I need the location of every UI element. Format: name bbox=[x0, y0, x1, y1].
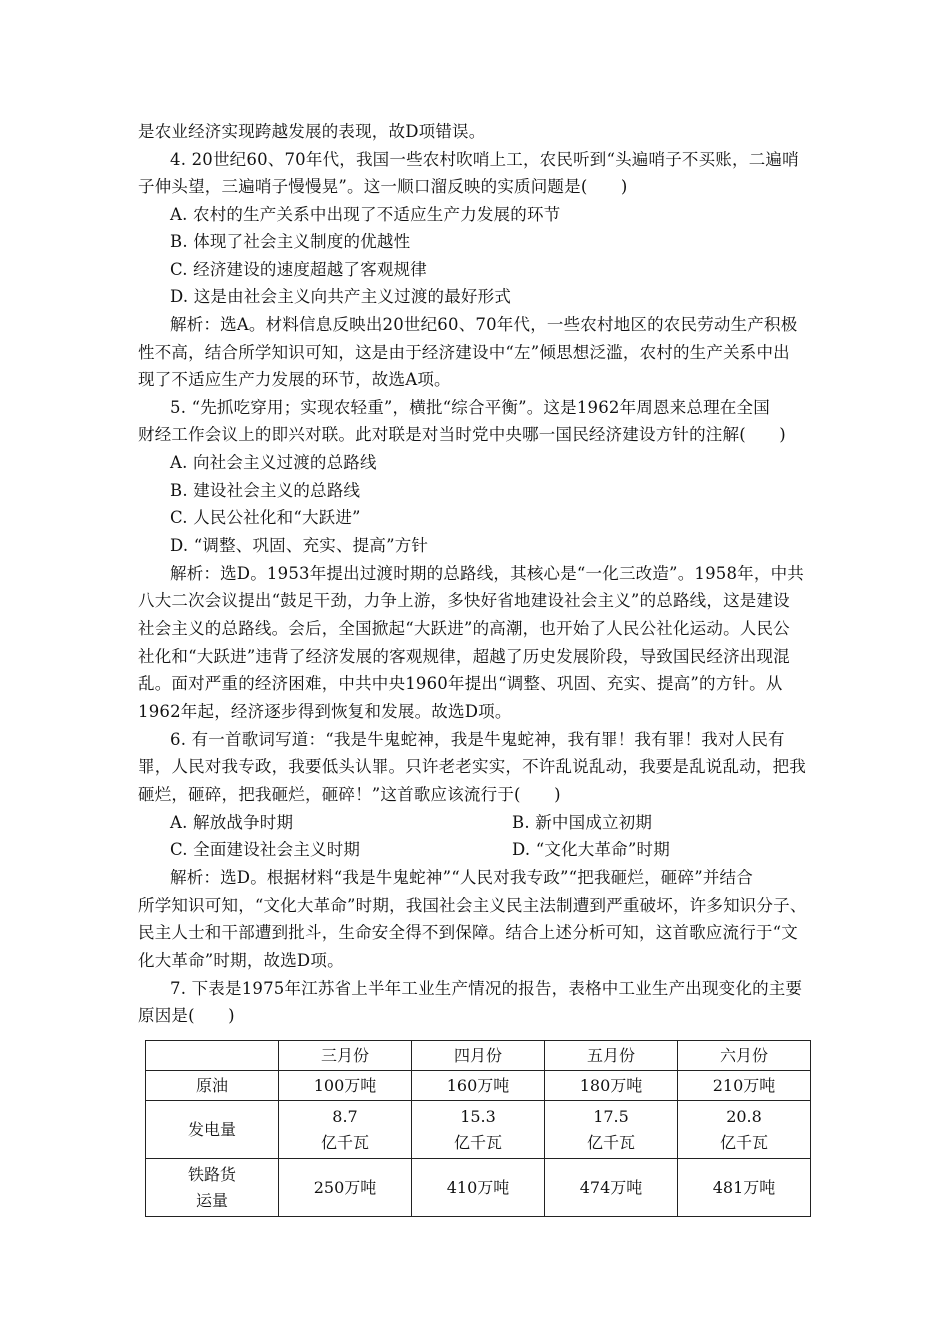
question-7-line-2: 原因是( ) bbox=[138, 1006, 235, 1025]
question-6-option-d: D. “文化大革命”时期 bbox=[512, 840, 670, 859]
question-6-option-b: B. 新中国成立初期 bbox=[512, 813, 653, 832]
question-4-option-a: A. 农村的生产关系中出现了不适应生产力发展的环节 bbox=[170, 205, 561, 224]
answer-4-line-2: 性不高，结合所学知识可知，这是由于经济建设中“左”倾思想泛滥，农村的生产关系中出 bbox=[138, 343, 790, 362]
question-6-option-a: A. 解放战争时期 bbox=[170, 813, 294, 832]
table-row-rail bbox=[146, 1159, 811, 1217]
table-cell: 250万吨 bbox=[279, 1159, 412, 1217]
question-4-option-c: C. 经济建设的速度超越了客观规律 bbox=[170, 260, 427, 279]
table-header-row bbox=[146, 1041, 811, 1071]
question-5-line-2: 财经工作会议上的即兴对联。此对联是对当时党中央哪一国民经济建设方针的注解( ) bbox=[138, 425, 786, 444]
answer-5-line-4: 社化和“大跃进”违背了经济发展的客观规律，超越了历史发展阶段，导致国民经济出现混 bbox=[138, 647, 790, 666]
question-5-option-a: A. 向社会主义过渡的总路线 bbox=[170, 453, 377, 472]
question-6-line-2: 罪，人民对我专政，我要低头认罪。只许老老实实，不许乱说乱动，我要是乱说乱动，把我 bbox=[138, 757, 806, 776]
question-5-line-1: 5. “先抓吃穿用；实现农轻重”，横批“综合平衡”。这是1962年周恩来总理在全国 bbox=[170, 398, 770, 417]
table-cell: 474万吨 bbox=[545, 1159, 678, 1217]
question-4-option-b: B. 体现了社会主义制度的优越性 bbox=[170, 232, 411, 251]
question-6-option-c: C. 全面建设社会主义时期 bbox=[170, 840, 361, 859]
answer-5-line-2: 八大二次会议提出“鼓足干劲，力争上游，多快好省地建设社会主义”的总路线，这是建设 bbox=[138, 591, 790, 610]
table-cell: 100万吨 bbox=[279, 1071, 412, 1101]
question-4-option-d: D. 这是由社会主义向共产主义过渡的最好形式 bbox=[170, 287, 512, 306]
answer-5-line-1: 解析：选D。1953年提出过渡时期的总路线，其核心是“一化三改造”。1958年，中共 bbox=[170, 564, 804, 583]
question-6-line-3: 砸烂，砸碎，把我砸烂，砸碎！”这首歌应该流行于( ) bbox=[138, 785, 561, 804]
table-cell: 160万吨 bbox=[412, 1071, 545, 1101]
answer-6-line-1: 解析：选D。根据材料“我是牛鬼蛇神”“人民对我专政”“把我砸烂，砸碎”并结合 bbox=[170, 868, 753, 887]
table-header-cell: 六月份 bbox=[678, 1041, 811, 1071]
answer-5-line-3: 社会主义的总路线。会后，全国掀起“大跃进”的高潮，也开始了人民公社化运动。人民公 bbox=[138, 619, 790, 638]
table-header-cell: 五月份 bbox=[545, 1041, 678, 1071]
answer-5-line-5: 乱。面对严重的经济困难，中共中央1960年提出“调整、巩固、充实、提高”的方针。从 bbox=[138, 674, 783, 693]
table-cell: 15.3 亿千瓦 bbox=[412, 1101, 545, 1159]
answer-6-line-2: 所学知识可知，“文化大革命”时期，我国社会主义民主法制遭到严重破坏，许多知识分子、 bbox=[138, 896, 807, 915]
industrial-production-table bbox=[145, 1040, 811, 1217]
table-cell: 210万吨 bbox=[678, 1071, 811, 1101]
question-6-line-1: 6. 有一首歌词写道：“我是牛鬼蛇神，我是牛鬼蛇神，我有罪！我有罪！我对人民有 bbox=[170, 730, 785, 749]
question-5-option-c: C. 人民公社化和“大跃进” bbox=[170, 508, 361, 527]
question-7-line-1: 7. 下表是1975年江苏省上半年工业生产情况的报告，表格中工业生产出现变化的主要 bbox=[170, 979, 803, 998]
table-cell: 8.7 亿千瓦 bbox=[279, 1101, 412, 1159]
table-header-cell: 三月份 bbox=[279, 1041, 412, 1071]
question-4-line-1: 4. 20世纪60、70年代，我国一些农村吹哨上工，农民听到“头遍哨子不买账，二遍哨 bbox=[170, 150, 799, 169]
table-corner-cell bbox=[146, 1041, 279, 1071]
answer-4-line-3: 现了不适应生产力发展的环节，故选A项。 bbox=[138, 370, 451, 389]
row-label-power: 发电量 bbox=[146, 1101, 279, 1159]
table-cell: 20.8 亿千瓦 bbox=[678, 1101, 811, 1159]
answer-4-line-1: 解析：选A。材料信息反映出20世纪60、70年代，一些农村地区的农民劳动生产积极 bbox=[170, 315, 798, 334]
table-row-oil bbox=[146, 1071, 811, 1101]
question-5-option-d: D. “调整、巩固、充实、提高”方针 bbox=[170, 536, 429, 555]
row-label-oil: 原油 bbox=[146, 1071, 279, 1101]
answer-5-line-6: 1962年起，经济逐步得到恢复和发展。故选D项。 bbox=[138, 702, 512, 721]
row-label-rail: 铁路货 运量 bbox=[146, 1159, 279, 1217]
question-4-line-2: 子伸头望，三遍哨子慢慢晃”。这一顺口溜反映的实质问题是( ) bbox=[138, 177, 628, 196]
table-cell: 180万吨 bbox=[545, 1071, 678, 1101]
answer-6-line-4: 化大革命”时期，故选D项。 bbox=[138, 951, 344, 970]
table-cell: 410万吨 bbox=[412, 1159, 545, 1217]
question-5-option-b: B. 建设社会主义的总路线 bbox=[170, 481, 361, 500]
table-row-power bbox=[146, 1101, 811, 1159]
table-header-cell: 四月份 bbox=[412, 1041, 545, 1071]
table-cell: 17.5 亿千瓦 bbox=[545, 1101, 678, 1159]
table-cell: 481万吨 bbox=[678, 1159, 811, 1217]
answer-6-line-3: 民主人士和干部遭到批斗，生命安全得不到保障。结合上述分析可知，这首歌应流行于“文 bbox=[138, 923, 798, 942]
answer-3-end: 是农业经济实现跨越发展的表现，故D项错误。 bbox=[138, 122, 486, 141]
